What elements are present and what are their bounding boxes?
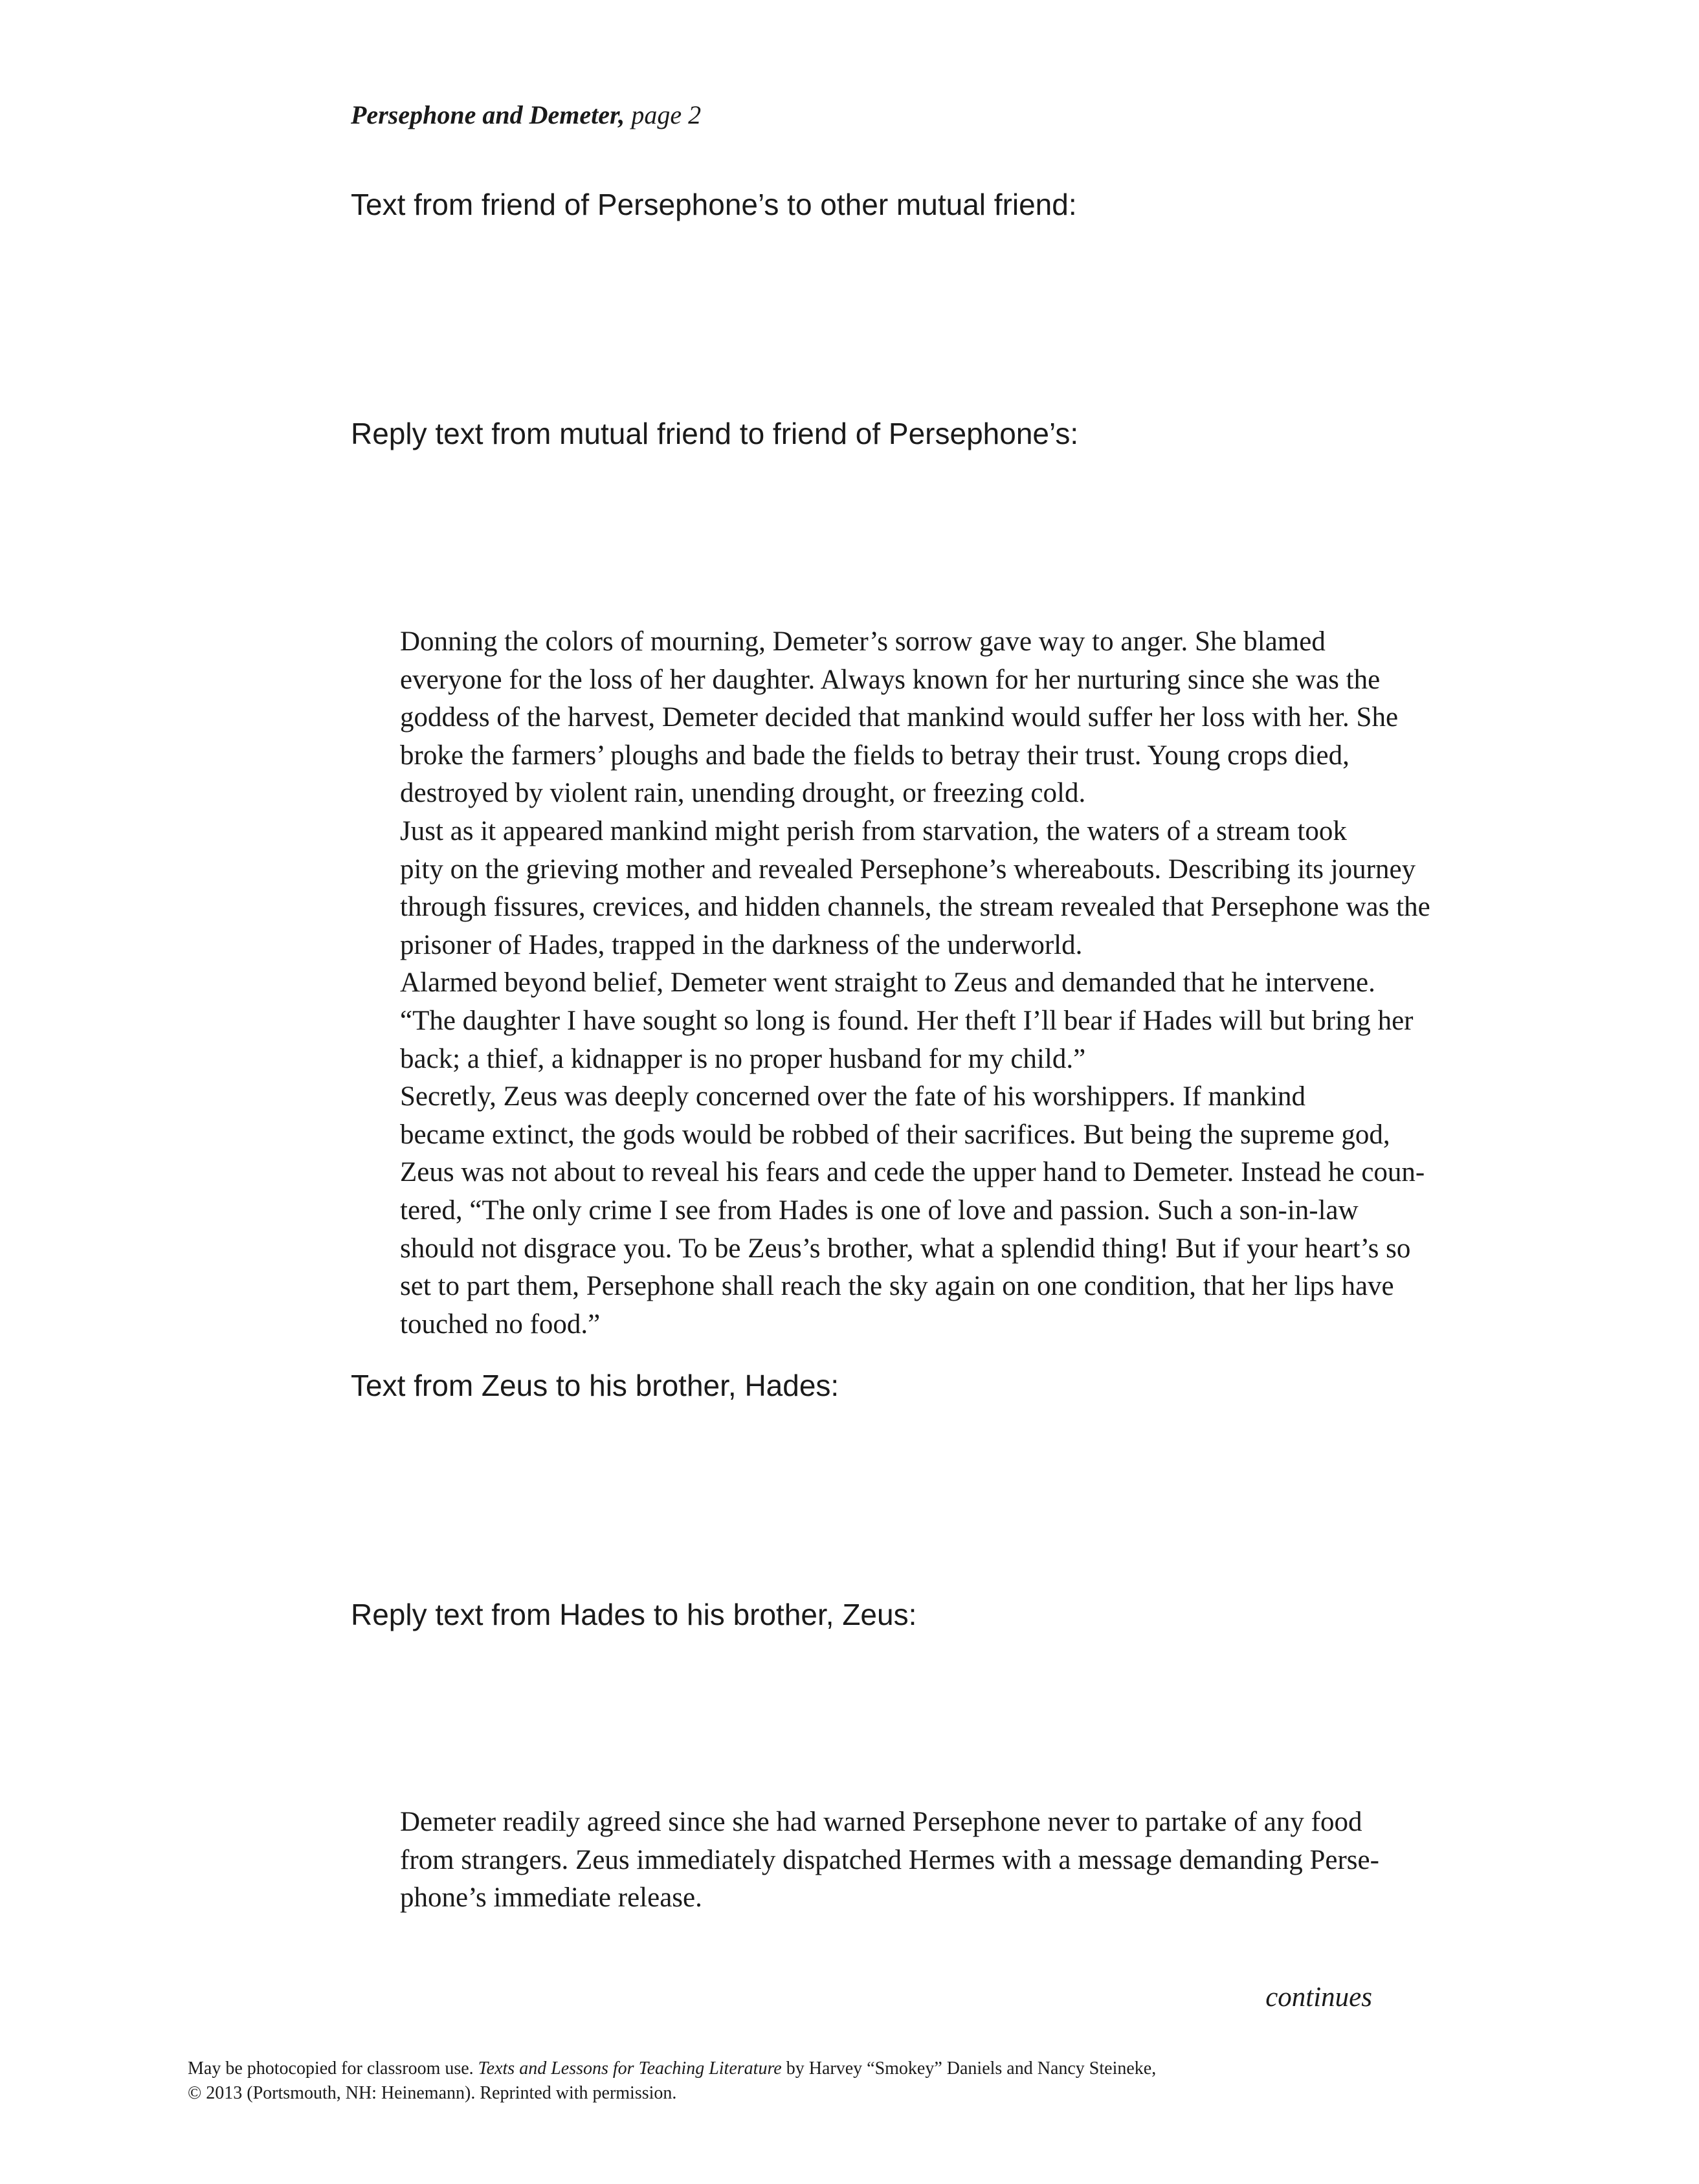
text-line: Demeter readily agreed since she had warned Persephone never to partake of any food (400, 1807, 1362, 1837)
footer-authors: by Harvey “Smokey” Daniels and Nancy Steineke, (786, 2058, 1157, 2079)
story-section-2 (351, 1803, 1379, 1917)
text-line: goddess of the harvest, Demeter decided that mankind would suffer her loss with her. She (400, 702, 1399, 733)
text-line: became extinct, the gods would be robbed of their sacrifices. But being the supreme god, (400, 1119, 1390, 1150)
heading-zeus-text: Text from Zeus to his brother, Hades: (351, 1369, 839, 1402)
text-line: touched no food.” (400, 1308, 601, 1340)
text-line: “The daughter I have sought so long is found. Her theft I’ll bear if Hades will but bring her (400, 1005, 1414, 1036)
text-line: phone’s immediate release. (400, 1882, 702, 1914)
running-head-title: Persephone and Demeter, (351, 100, 625, 129)
text-line: everyone for the loss of her daughter. Always known for her nurturing since she was the (400, 664, 1381, 695)
text-line: Just as it appeared mankind might perish from starvation, the waters of a stream took (400, 815, 1347, 846)
heading-mutual-reply: Reply text from mutual friend to friend of Persephone’s: (351, 417, 1079, 450)
text-line: prisoner of Hades, trapped in the darkness of the underworld. (400, 929, 1083, 960)
text-line: Donning the colors of mourning, Demeter’s sorrow gave way to anger. She blamed (400, 626, 1326, 657)
text-line: back; a thief, a kidnapper is no proper husband for my child.” (400, 1043, 1086, 1074)
footer-line-1 (188, 2057, 1156, 2081)
text-line: set to part them, Persephone shall reach the sky again on one condition, that her lips have (400, 1271, 1394, 1302)
text-line: destroyed by violent rain, unending drought, or freezing cold. (400, 778, 1086, 809)
paragraph-stream-reveals (351, 813, 1430, 964)
copyright-footer (188, 2057, 1156, 2106)
paragraph-demeter-to-zeus (351, 964, 1414, 1078)
running-head-page: page 2 (631, 100, 702, 129)
text-line: should not disgrace you. To be Zeus’s brother, what a splendid thing! But if your heart’s so (400, 1233, 1411, 1264)
text-line: from strangers. Zeus immediately dispatched Hermes with a message demanding Perse- (400, 1844, 1379, 1875)
paragraph-demeter-anger (351, 623, 1399, 813)
heading-friend-text: Text from friend of Persephone’s to other mutual friend: (351, 188, 1077, 221)
paragraph-demeter-agrees (351, 1803, 1379, 1917)
text-line: broke the farmers’ ploughs and bade the fields to betray their trust. Young crops died, (400, 740, 1349, 771)
continues-label: continues (1265, 1982, 1372, 2013)
text-line: tered, “The only crime I see from Hades is one of love and passion. Such a son-in-law (400, 1195, 1359, 1226)
running-head (351, 97, 701, 133)
heading-hades-reply: Reply text from Hades to his brother, Zeus: (351, 1598, 917, 1631)
footer-line-2: © 2013 (Portsmouth, NH: Heinemann). Reprinted with permission. (188, 2083, 677, 2103)
text-line: pity on the grieving mother and revealed Persephone’s whereabouts. Describing its journey (400, 854, 1416, 885)
paragraph-zeus-condition (351, 1078, 1425, 1343)
text-line: Alarmed beyond belief, Demeter went straight to Zeus and demanded that he intervene. (400, 967, 1375, 998)
footer-book-title: Texts and Lessons for Teaching Literature (478, 2058, 782, 2079)
footer-permission: May be photocopied for classroom use. (188, 2058, 474, 2079)
text-line: Zeus was not about to reveal his fears and cede the upper hand to Demeter. Instead he coun- (400, 1157, 1425, 1188)
text-line: Secretly, Zeus was deeply concerned over the fate of his worshippers. If mankind (400, 1081, 1306, 1112)
text-line: through fissures, crevices, and hidden channels, the stream revealed that Persephone was the (400, 892, 1430, 923)
story-section-1 (351, 623, 1430, 1343)
